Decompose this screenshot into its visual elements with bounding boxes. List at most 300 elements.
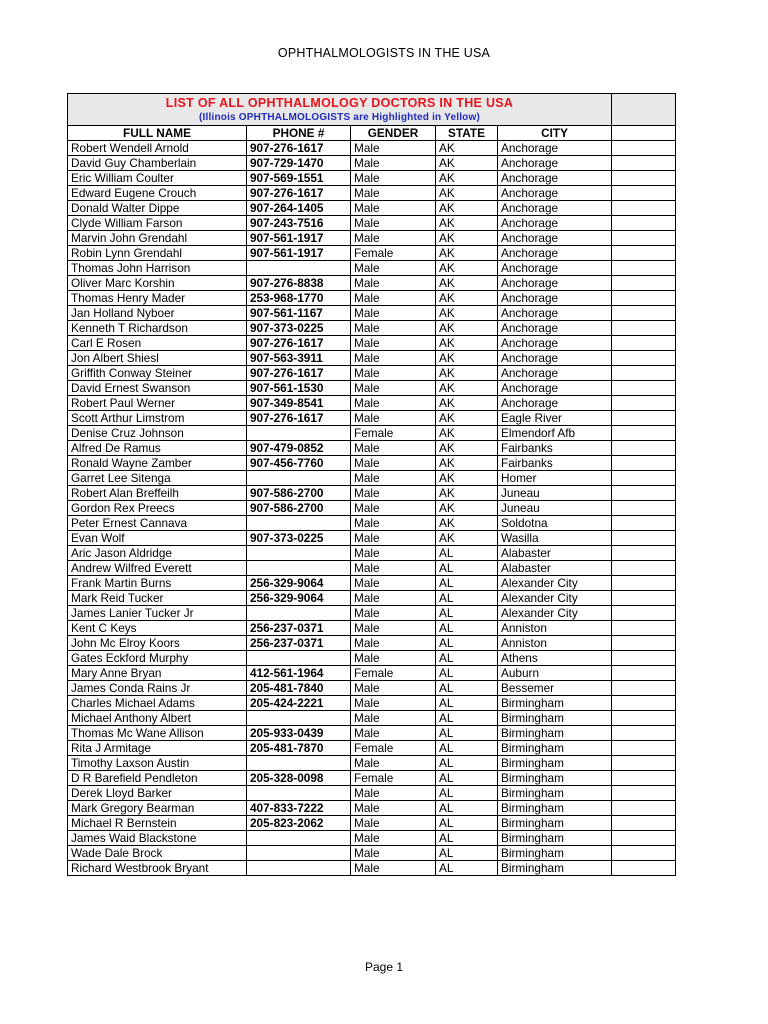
phone-cell: 205-328-0098 — [247, 771, 351, 786]
table-row — [68, 726, 676, 741]
city-cell: Fairbanks — [498, 456, 612, 471]
table-row — [68, 426, 676, 441]
empty-cell — [612, 306, 676, 321]
page-title: OPHTHALMOLOGISTS IN THE USA — [277, 46, 491, 60]
state-cell: AK — [436, 201, 498, 216]
empty-cell — [612, 831, 676, 846]
state-cell: AL — [436, 741, 498, 756]
header-state: STATE — [436, 126, 498, 141]
gender-cell: Male — [351, 441, 436, 456]
empty-cell — [612, 606, 676, 621]
name-cell: Andrew Wilfred Everett — [68, 561, 247, 576]
phone-cell — [247, 786, 351, 801]
name-cell: Richard Westbrook Bryant — [68, 861, 247, 876]
table-row — [68, 366, 676, 381]
table-row — [68, 381, 676, 396]
city-cell: Anchorage — [498, 396, 612, 411]
empty-cell — [612, 396, 676, 411]
state-cell: AL — [436, 816, 498, 831]
table-body — [68, 141, 676, 876]
name-cell: Denise Cruz Johnson — [68, 426, 247, 441]
name-cell: Donald Walter Dippe — [68, 201, 247, 216]
name-cell: Thomas John Harrison — [68, 261, 247, 276]
state-cell: AK — [436, 396, 498, 411]
city-cell: Alabaster — [498, 546, 612, 561]
header-city: CITY — [498, 126, 612, 141]
phone-cell: 256-237-0371 — [247, 636, 351, 651]
phone-cell: 907-479-0852 — [247, 441, 351, 456]
phone-cell: 907-563-3911 — [247, 351, 351, 366]
phone-cell: 253-968-1770 — [247, 291, 351, 306]
state-cell: AK — [436, 501, 498, 516]
banner-title: LIST OF ALL OPHTHALMOLOGY DOCTORS IN THE USA — [165, 96, 514, 110]
gender-cell: Male — [351, 351, 436, 366]
city-cell: Anchorage — [498, 231, 612, 246]
gender-cell: Male — [351, 786, 436, 801]
phone-cell: 907-456-7760 — [247, 456, 351, 471]
name-cell: Alfred De Ramus — [68, 441, 247, 456]
name-cell: Rita J Armitage — [68, 741, 247, 756]
table-row — [68, 261, 676, 276]
table-row — [68, 141, 676, 156]
city-cell: Alexander City — [498, 606, 612, 621]
name-cell: Thomas Henry Mader — [68, 291, 247, 306]
name-cell: Kenneth T Richardson — [68, 321, 247, 336]
name-cell: Thomas Mc Wane Allison — [68, 726, 247, 741]
empty-cell — [612, 771, 676, 786]
state-cell: AL — [436, 861, 498, 876]
name-cell: Gordon Rex Preecs — [68, 501, 247, 516]
city-cell: Birmingham — [498, 711, 612, 726]
state-cell: AK — [436, 186, 498, 201]
gender-cell: Male — [351, 801, 436, 816]
empty-cell — [612, 261, 676, 276]
name-cell: Peter Ernest Cannava — [68, 516, 247, 531]
name-cell: D R Barefield Pendleton — [68, 771, 247, 786]
header-empty — [612, 126, 676, 141]
city-cell: Anchorage — [498, 321, 612, 336]
state-cell: AK — [436, 171, 498, 186]
empty-cell — [612, 711, 676, 726]
phone-cell: 907-276-8838 — [247, 276, 351, 291]
phone-cell: 256-237-0371 — [247, 621, 351, 636]
table-row — [68, 651, 676, 666]
state-cell: AK — [436, 231, 498, 246]
phone-cell: 256-329-9064 — [247, 576, 351, 591]
name-cell: Griffith Conway Steiner — [68, 366, 247, 381]
table-row — [68, 786, 676, 801]
table-row — [68, 606, 676, 621]
phone-cell — [247, 861, 351, 876]
empty-cell — [612, 351, 676, 366]
city-cell: Birmingham — [498, 861, 612, 876]
state-cell: AK — [436, 471, 498, 486]
name-cell: Edward Eugene Crouch — [68, 186, 247, 201]
state-cell: AL — [436, 756, 498, 771]
empty-cell — [612, 366, 676, 381]
state-cell: AL — [436, 786, 498, 801]
phone-cell — [247, 546, 351, 561]
state-cell: AK — [436, 216, 498, 231]
city-cell: Birmingham — [498, 726, 612, 741]
state-cell: AL — [436, 801, 498, 816]
empty-cell — [612, 486, 676, 501]
empty-cell — [612, 171, 676, 186]
phone-cell — [247, 756, 351, 771]
city-cell: Anchorage — [498, 141, 612, 156]
name-cell: Mark Reid Tucker — [68, 591, 247, 606]
state-cell: AK — [436, 156, 498, 171]
city-cell: Birmingham — [498, 756, 612, 771]
gender-cell: Male — [351, 816, 436, 831]
gender-cell: Female — [351, 666, 436, 681]
table-row — [68, 561, 676, 576]
name-cell: Michael Anthony Albert — [68, 711, 247, 726]
name-cell: Evan Wolf — [68, 531, 247, 546]
name-cell: Robin Lynn Grendahl — [68, 246, 247, 261]
gender-cell: Male — [351, 261, 436, 276]
table-row — [68, 351, 676, 366]
name-cell: Robert Alan Breffeilh — [68, 486, 247, 501]
table-row — [68, 741, 676, 756]
name-cell: Frank Martin Burns — [68, 576, 247, 591]
city-cell: Wasilla — [498, 531, 612, 546]
name-cell: Robert Wendell Arnold — [68, 141, 247, 156]
empty-cell — [612, 441, 676, 456]
city-cell: Anchorage — [498, 291, 612, 306]
table-row — [68, 711, 676, 726]
name-cell: Robert Paul Werner — [68, 396, 247, 411]
gender-cell: Female — [351, 426, 436, 441]
gender-cell: Male — [351, 636, 436, 651]
table-row — [68, 216, 676, 231]
table-row — [68, 621, 676, 636]
table-row — [68, 276, 676, 291]
phone-cell — [247, 516, 351, 531]
phone-cell — [247, 831, 351, 846]
name-cell: Aric Jason Aldridge — [68, 546, 247, 561]
state-cell: AL — [436, 546, 498, 561]
phone-cell: 907-373-0225 — [247, 321, 351, 336]
city-cell: Anchorage — [498, 351, 612, 366]
city-cell: Soldotna — [498, 516, 612, 531]
empty-cell — [612, 141, 676, 156]
empty-cell — [612, 381, 676, 396]
state-cell: AL — [436, 666, 498, 681]
empty-cell — [612, 621, 676, 636]
empty-cell — [612, 636, 676, 651]
state-cell: AK — [436, 246, 498, 261]
table-row — [68, 471, 676, 486]
state-cell: AK — [436, 351, 498, 366]
phone-cell: 907-561-1530 — [247, 381, 351, 396]
city-cell: Alexander City — [498, 591, 612, 606]
gender-cell: Male — [351, 831, 436, 846]
state-cell: AL — [436, 621, 498, 636]
empty-cell — [612, 801, 676, 816]
table-row — [68, 171, 676, 186]
city-cell: Birmingham — [498, 801, 612, 816]
state-cell: AK — [436, 366, 498, 381]
phone-cell: 907-349-8541 — [247, 396, 351, 411]
table-row — [68, 186, 676, 201]
city-cell: Anchorage — [498, 261, 612, 276]
empty-cell — [612, 156, 676, 171]
gender-cell: Male — [351, 546, 436, 561]
empty-cell — [612, 816, 676, 831]
empty-cell — [612, 741, 676, 756]
table-row — [68, 636, 676, 651]
city-cell: Anchorage — [498, 336, 612, 351]
gender-cell: Male — [351, 336, 436, 351]
empty-cell — [612, 681, 676, 696]
phone-cell: 907-276-1617 — [247, 141, 351, 156]
name-cell: James Conda Rains Jr — [68, 681, 247, 696]
gender-cell: Male — [351, 726, 436, 741]
name-cell: James Waid Blackstone — [68, 831, 247, 846]
city-cell: Anchorage — [498, 246, 612, 261]
table-row — [68, 846, 676, 861]
table-row — [68, 531, 676, 546]
name-cell: Mary Anne Bryan — [68, 666, 247, 681]
phone-cell: 907-561-1917 — [247, 231, 351, 246]
phone-cell: 907-561-1917 — [247, 246, 351, 261]
name-cell: Oliver Marc Korshin — [68, 276, 247, 291]
phone-cell: 907-276-1617 — [247, 366, 351, 381]
phone-cell: 907-264-1405 — [247, 201, 351, 216]
empty-cell — [612, 216, 676, 231]
city-cell: Anchorage — [498, 306, 612, 321]
table-row — [68, 396, 676, 411]
city-cell: Alexander City — [498, 576, 612, 591]
name-cell: Carl E Rosen — [68, 336, 247, 351]
name-cell: Michael R Bernstein — [68, 816, 247, 831]
empty-cell — [612, 426, 676, 441]
table-row — [68, 306, 676, 321]
city-cell: Anchorage — [498, 381, 612, 396]
empty-cell — [612, 726, 676, 741]
phone-cell — [247, 846, 351, 861]
phone-cell: 907-586-2700 — [247, 486, 351, 501]
table-row — [68, 411, 676, 426]
empty-cell — [612, 456, 676, 471]
gender-cell: Male — [351, 486, 436, 501]
city-cell: Anchorage — [498, 201, 612, 216]
state-cell: AK — [436, 516, 498, 531]
city-cell: Bessemer — [498, 681, 612, 696]
table-row — [68, 321, 676, 336]
gender-cell: Male — [351, 516, 436, 531]
name-cell: David Ernest Swanson — [68, 381, 247, 396]
name-cell: Clyde William Farson — [68, 216, 247, 231]
name-cell: John Mc Elroy Koors — [68, 636, 247, 651]
table-row — [68, 696, 676, 711]
name-cell: Mark Gregory Bearman — [68, 801, 247, 816]
state-cell: AL — [436, 681, 498, 696]
name-cell: Marvin John Grendahl — [68, 231, 247, 246]
state-cell: AK — [436, 531, 498, 546]
empty-cell — [612, 231, 676, 246]
city-cell: Anchorage — [498, 186, 612, 201]
phone-cell: 907-243-7516 — [247, 216, 351, 231]
header-full-name: FULL NAME — [68, 126, 247, 141]
gender-cell: Male — [351, 846, 436, 861]
empty-cell — [612, 276, 676, 291]
empty-cell — [612, 546, 676, 561]
gender-cell: Male — [351, 171, 436, 186]
banner-empty-cell — [612, 94, 676, 126]
empty-cell — [612, 531, 676, 546]
phone-cell: 907-729-1470 — [247, 156, 351, 171]
empty-cell — [612, 861, 676, 876]
table-row — [68, 456, 676, 471]
city-cell: Elmendorf Afb — [498, 426, 612, 441]
empty-cell — [612, 756, 676, 771]
name-cell: Ronald Wayne Zamber — [68, 456, 247, 471]
state-cell: AL — [436, 591, 498, 606]
phone-cell — [247, 561, 351, 576]
gender-cell: Male — [351, 186, 436, 201]
state-cell: AK — [436, 291, 498, 306]
gender-cell: Male — [351, 396, 436, 411]
name-cell: Wade Dale Brock — [68, 846, 247, 861]
phone-cell: 205-424-2221 — [247, 696, 351, 711]
gender-cell: Male — [351, 561, 436, 576]
header-row — [68, 126, 676, 141]
gender-cell: Male — [351, 381, 436, 396]
gender-cell: Male — [351, 156, 436, 171]
state-cell: AL — [436, 831, 498, 846]
name-cell: Jon Albert Shiesl — [68, 351, 247, 366]
empty-cell — [612, 201, 676, 216]
city-cell: Homer — [498, 471, 612, 486]
gender-cell: Male — [351, 276, 436, 291]
name-cell: Derek Lloyd Barker — [68, 786, 247, 801]
table-row — [68, 201, 676, 216]
gender-cell: Male — [351, 621, 436, 636]
page-footer: Page 1 — [364, 960, 404, 974]
state-cell: AK — [436, 441, 498, 456]
empty-cell — [612, 471, 676, 486]
city-cell: Birmingham — [498, 846, 612, 861]
state-cell: AK — [436, 306, 498, 321]
table-row — [68, 801, 676, 816]
gender-cell: Male — [351, 591, 436, 606]
empty-cell — [612, 576, 676, 591]
name-cell: Timothy Laxson Austin — [68, 756, 247, 771]
name-cell: Jan Holland Nyboer — [68, 306, 247, 321]
phone-cell — [247, 426, 351, 441]
state-cell: AK — [436, 456, 498, 471]
gender-cell: Female — [351, 741, 436, 756]
name-cell: James Lanier Tucker Jr — [68, 606, 247, 621]
state-cell: AK — [436, 411, 498, 426]
header-phone: PHONE # — [247, 126, 351, 141]
phone-cell: 907-561-1167 — [247, 306, 351, 321]
table-row — [68, 576, 676, 591]
table-row — [68, 336, 676, 351]
table-row — [68, 681, 676, 696]
empty-cell — [612, 291, 676, 306]
gender-cell: Male — [351, 576, 436, 591]
city-cell: Birmingham — [498, 696, 612, 711]
name-cell: Kent C Keys — [68, 621, 247, 636]
header-gender: GENDER — [351, 126, 436, 141]
city-cell: Alabaster — [498, 561, 612, 576]
table-row — [68, 831, 676, 846]
empty-cell — [612, 321, 676, 336]
gender-cell: Male — [351, 291, 436, 306]
city-cell: Birmingham — [498, 816, 612, 831]
phone-cell: 907-373-0225 — [247, 531, 351, 546]
name-cell: Scott Arthur Limstrom — [68, 411, 247, 426]
city-cell: Birmingham — [498, 771, 612, 786]
table-banner — [68, 94, 612, 126]
state-cell: AK — [436, 426, 498, 441]
table-row — [68, 501, 676, 516]
table-row — [68, 486, 676, 501]
phone-cell: 205-933-0439 — [247, 726, 351, 741]
gender-cell: Male — [351, 756, 436, 771]
phone-cell: 412-561-1964 — [247, 666, 351, 681]
phone-cell: 907-569-1551 — [247, 171, 351, 186]
state-cell: AL — [436, 561, 498, 576]
table-row — [68, 546, 676, 561]
table-row — [68, 291, 676, 306]
table-row — [68, 516, 676, 531]
empty-cell — [612, 336, 676, 351]
phone-cell: 256-329-9064 — [247, 591, 351, 606]
phone-cell — [247, 261, 351, 276]
state-cell: AL — [436, 606, 498, 621]
empty-cell — [612, 246, 676, 261]
gender-cell: Female — [351, 246, 436, 261]
state-cell: AK — [436, 321, 498, 336]
city-cell: Birmingham — [498, 741, 612, 756]
city-cell: Juneau — [498, 501, 612, 516]
city-cell: Juneau — [498, 486, 612, 501]
phone-cell — [247, 471, 351, 486]
city-cell: Anchorage — [498, 216, 612, 231]
gender-cell: Male — [351, 651, 436, 666]
name-cell: Gates Eckford Murphy — [68, 651, 247, 666]
gender-cell: Male — [351, 216, 436, 231]
phone-cell: 205-823-2062 — [247, 816, 351, 831]
name-cell: Garret Lee Sitenga — [68, 471, 247, 486]
city-cell: Athens — [498, 651, 612, 666]
empty-cell — [612, 501, 676, 516]
gender-cell: Male — [351, 201, 436, 216]
phone-cell: 205-481-7870 — [247, 741, 351, 756]
state-cell: AL — [436, 771, 498, 786]
empty-cell — [612, 411, 676, 426]
name-cell: Eric William Coulter — [68, 171, 247, 186]
phone-cell — [247, 606, 351, 621]
phone-cell — [247, 651, 351, 666]
state-cell: AL — [436, 726, 498, 741]
gender-cell: Male — [351, 231, 436, 246]
city-cell: Fairbanks — [498, 441, 612, 456]
banner-row — [68, 94, 676, 126]
city-cell: Birmingham — [498, 831, 612, 846]
table-row — [68, 156, 676, 171]
state-cell: AK — [436, 336, 498, 351]
empty-cell — [612, 516, 676, 531]
phone-cell: 907-276-1617 — [247, 411, 351, 426]
city-cell: Eagle River — [498, 411, 612, 426]
state-cell: AK — [436, 486, 498, 501]
state-cell: AL — [436, 846, 498, 861]
